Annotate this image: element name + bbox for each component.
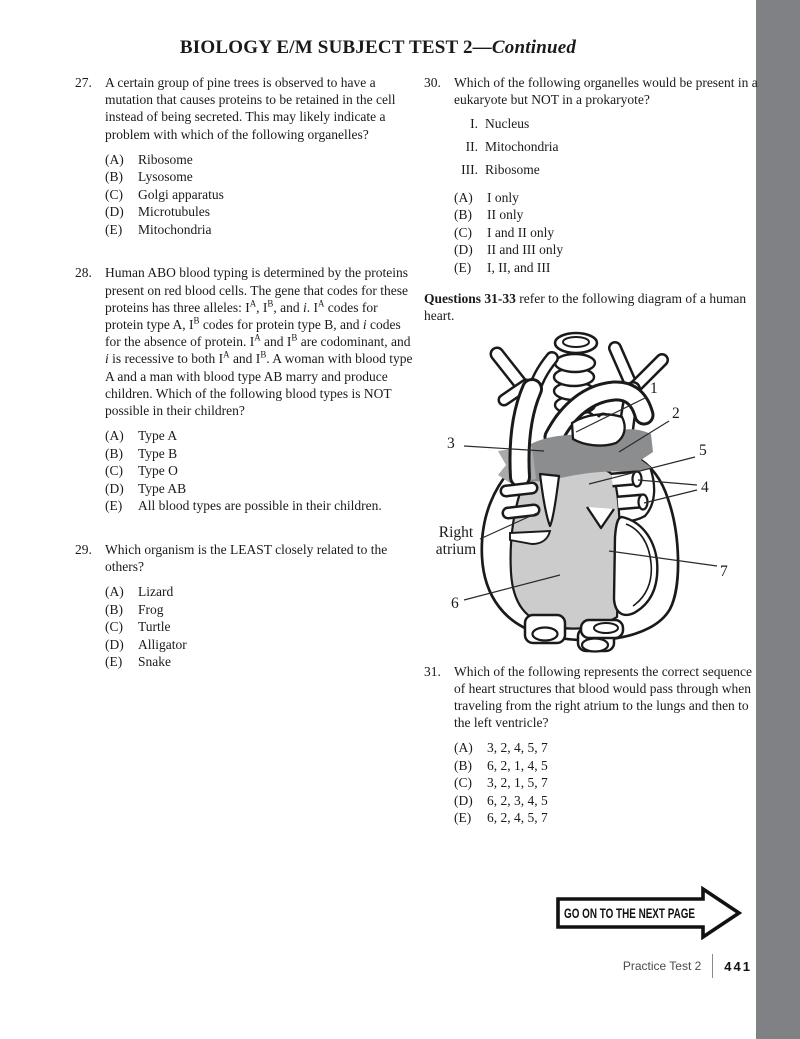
label-7: 7	[720, 562, 728, 580]
choice-a: (A) Lizard	[105, 584, 174, 600]
heart-diagram	[426, 327, 760, 661]
question-number: 29.	[75, 541, 92, 557]
choice-list	[454, 739, 758, 827]
question-29	[75, 541, 413, 671]
go-on-arrow	[555, 886, 743, 940]
choice-a: (A) 3, 2, 4, 5, 7	[454, 740, 548, 756]
right-column	[424, 74, 758, 853]
choice-d: (D) Alligator	[105, 636, 187, 652]
label-5: 5	[699, 441, 707, 459]
question-text: Which of the following organelles would be present in a eukaryote but NOT in a prokaryote?	[454, 75, 758, 108]
label-6: 6	[451, 594, 459, 612]
question-text: Human ABO blood typing is determined by the proteins present on red blood cells. The gene that codes for these proteins has three alleles: $I^A$, $I^B$, and i. $I^A$ codes for protein type A, $I^B$ codes for protein type B, and i codes for the absence of protein. $I^A$ and $I^B$ are codominant, and i is recessive to both $I^A$ and $I^B$. A woman with blood type A and a man with blood type AB marry and produce children. Which of the following blood types is NOT possible in their children?	[105, 265, 413, 418]
label-4: 4	[701, 478, 709, 496]
choice-a: (A) I only	[454, 189, 519, 205]
choice-c: (C) Turtle	[105, 619, 171, 635]
choice-c: (C) Golgi apparatus	[105, 186, 224, 202]
roman-list	[454, 115, 758, 178]
page-edge-band	[756, 0, 800, 1039]
label-2: 2	[672, 404, 680, 422]
page-number: 441	[724, 958, 752, 974]
left-column	[75, 74, 413, 697]
choice-d: (D) Microtubules	[105, 204, 210, 220]
question-number: 28.	[75, 265, 92, 281]
page-title-continued: Continued	[491, 37, 577, 58]
diagram-intro: Questions 31-33 refer to the following diagram of a human heart.	[424, 291, 747, 324]
choice-d: (D) 6, 2, 3, 4, 5	[454, 792, 548, 808]
choice-b: (B) II only	[454, 207, 524, 223]
label-3: 3	[447, 434, 455, 452]
choice-list	[454, 189, 758, 277]
choice-d: (D) II and III only	[454, 242, 564, 258]
choice-list	[105, 151, 413, 239]
question-30	[424, 74, 758, 276]
question-text: Which organism is the LEAST closely related to the others?	[105, 541, 388, 574]
practice-test-label: Practice Test 2	[622, 959, 702, 973]
question-27	[75, 74, 413, 238]
choice-d: (D) Type AB	[105, 480, 187, 496]
choice-a: (A) Ribosome	[105, 151, 193, 167]
roman-ii: II. Mitochondria	[465, 139, 559, 155]
roman-iii: III. Ribosome	[461, 162, 540, 178]
question-number: 30.	[424, 75, 441, 90]
question-31	[424, 663, 758, 827]
superior-vena-cava	[520, 389, 533, 477]
roman-i: I. Nucleus	[470, 116, 530, 132]
label-1: 1	[650, 379, 658, 397]
choice-e: (E) Mitochondria	[105, 221, 212, 237]
choice-b: (B) Type B	[105, 445, 178, 461]
choice-e: (E) Snake	[105, 654, 171, 670]
choice-c: (C) 3, 2, 1, 5, 7	[454, 775, 548, 791]
choice-b: (B) 6, 2, 1, 4, 5	[454, 757, 548, 773]
label-right-atrium-1: Right	[438, 523, 474, 541]
choice-a: (A) Type A	[105, 428, 178, 444]
choice-b: (B) Frog	[105, 601, 164, 617]
question-number: 27.	[75, 75, 92, 90]
choice-c: (C) I and II only	[454, 224, 555, 240]
page-title	[0, 37, 756, 59]
choice-c: (C) Type O	[105, 463, 178, 479]
page-footer	[623, 952, 752, 980]
choice-e: (E) All blood types are possible in their children.	[105, 498, 382, 514]
label-right-atrium-2: atrium	[435, 540, 477, 558]
question-text: Which of the following represents the correct sequence of heart structures that blood would pass through when traveling from the right atrium to the lungs and then to the left ventricle?	[454, 663, 753, 731]
page-title-main: BIOLOGY E/M SUBJECT TEST 2—	[179, 37, 492, 58]
choice-e: (E) I, II, and III	[454, 259, 551, 275]
question-number: 31.	[424, 663, 441, 679]
footer-divider	[712, 954, 713, 978]
choice-list	[105, 583, 413, 671]
choice-e: (E) 6, 2, 4, 5, 7	[454, 810, 548, 826]
choice-b: (B) Lysosome	[105, 169, 193, 185]
go-on-label: GO ON TO THE NEXT PAGE	[564, 905, 695, 921]
question-text: A certain group of pine trees is observed to have a mutation that causes proteins to be retained in the cell instead of being secreted. This may likely indicate a problem with which of the following organelles?	[105, 75, 396, 142]
question-28	[75, 264, 413, 514]
choice-list	[105, 427, 413, 515]
